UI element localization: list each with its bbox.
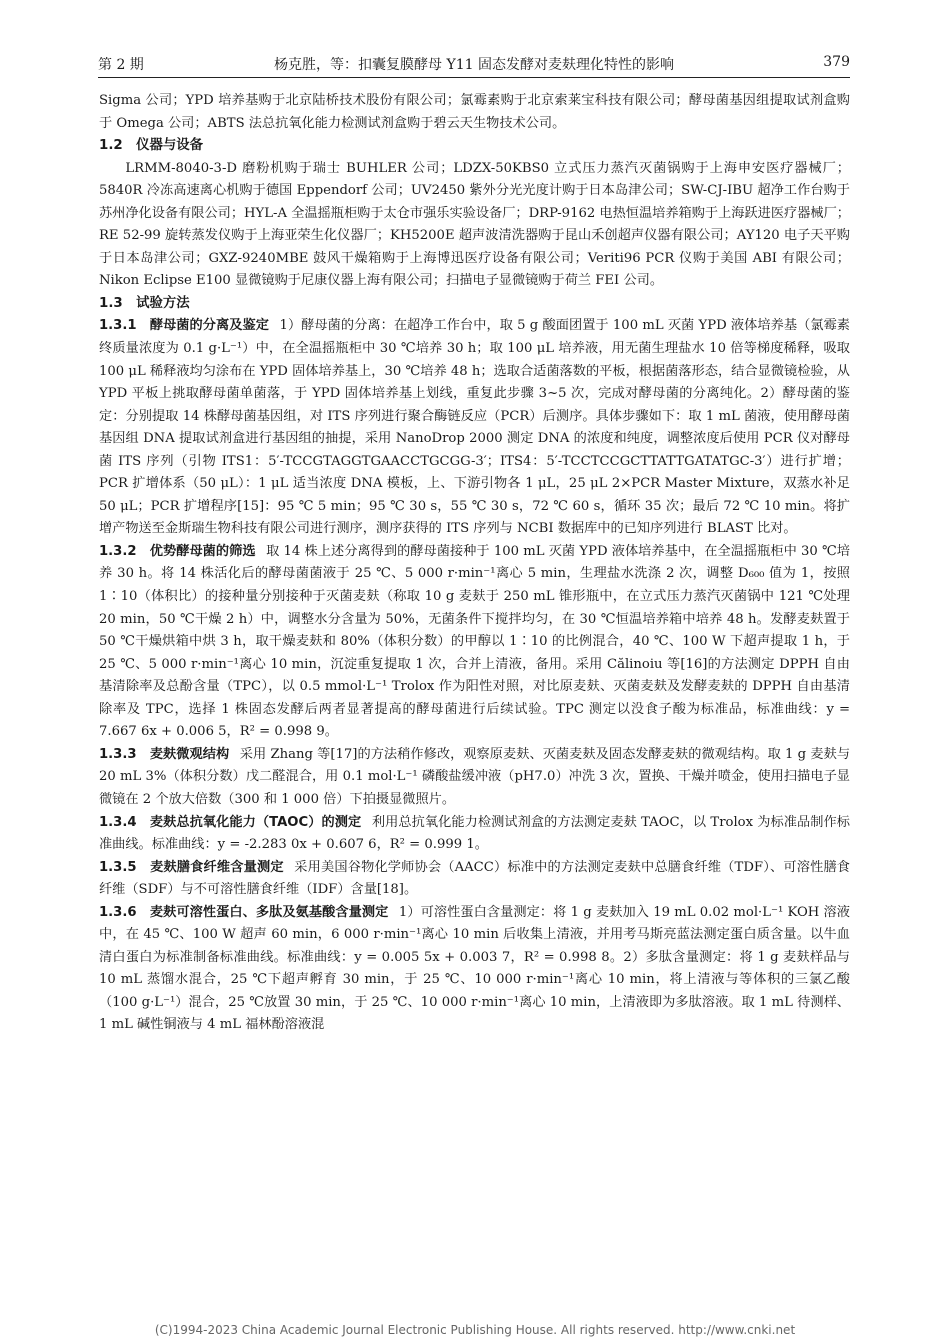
subsection-heading-1-3-6: 1.3.6 麦麸可溶性蛋白、多肽及氨基酸含量测定 — [99, 904, 389, 920]
subsection-heading-1-3-2: 1.3.2 优势酵母菌的筛选 — [99, 543, 256, 559]
paragraph-1-3-1 — [99, 315, 850, 540]
text-1-3-5: 采用美国谷物化学师协会（AACC）标准中的方法测定麦麸中总膳食纤维（TDF）、可溶性膳食纤维（SDF）与不可溶性膳食纤维（IDF）含量[18]。 — [99, 859, 850, 898]
paragraph-1-3-3 — [99, 744, 850, 812]
page-header — [98, 50, 850, 76]
subsection-heading-1-3-1: 1.3.1 酵母菌的分离及鉴定 — [99, 318, 269, 334]
page-number: 379 — [823, 54, 850, 70]
paragraph-1-3-4 — [99, 812, 850, 857]
paragraph-instruments: LRMM-8040-3-D 磨粉机购于瑞士 BUHLER 公司；LDZX-50KBS0 立式压力蒸汽灭菌锅购于上海申安医疗器械厂；5840R 冷冻高速离心机购于德国 Eppendorf 公司；UV2450 紫外分光光度计购于日本岛津公司；SW-CJ-IBU 超净工作台购于苏州净化设备有限公司；HYL-A 全温摇瓶柜购于太仓市强乐实验设备厂；DRP-9162 电热恒温培养箱购于上海跃进医疗器械厂；RE 52-99 旋转蒸发仪购于上海亚荣生化仪器厂；KH5200E 超声波清洗器购于昆山禾创超声仪器有限公司；AY120 电子天平购于日本岛津公司；GXZ-9240MBE 鼓风干燥箱购于上海博迅医疗设备有限公司；Veriti96 PCR 仪购于美国 ABI 有限公司；Nikon Eclipse E100 显微镜购于尼康仪器上海有限公司；扫描电子显微镜购于荷兰 FEI 公司。 — [99, 160, 850, 289]
text-1-3-4: 利用总抗氧化能力检测试剂盒的方法测定麦麸 TAOC，以 Trolox 为标准品制作标准曲线。标准曲线：y = -2.283 0x + 0.607 6，R² = 0.999 1。 — [99, 814, 850, 853]
subsection-heading-1-3-3: 1.3.3 麦麸微观结构 — [99, 746, 230, 762]
article-body — [99, 90, 850, 1037]
issue-label: 第 2 期 — [98, 57, 144, 73]
subsection-heading-1-3-5: 1.3.5 麦麸膳食纤维含量测定 — [99, 859, 284, 875]
paragraph-1-3-6 — [99, 902, 850, 1037]
paragraph-1-3-2 — [99, 541, 850, 744]
header-rule — [98, 77, 850, 78]
running-title: 杨克胜，等：扣囊复膜酵母 Y11 固态发酵对麦麸理化特性的影响 — [274, 57, 674, 73]
text-1-3-3: 采用 Zhang 等[17]的方法稍作修改，观察原麦麸、灭菌麦麸及固态发酵麦麸的微观结构。取 1 g 麦麸与 20 mL 3%（体积分数）戊二醛混合，用 0.1 mol·L⁻¹ 磷酸盐缓冲液（pH7.0）冲洗 3 次，置换、干燥并喷金，使用扫描电子显微镜在 2 个放大倍数（300 和 1 000 倍）下拍摄显微照片。 — [99, 746, 851, 807]
paragraph-materials-cont: Sigma 公司；YPD 培养基购于北京陆桥技术股份有限公司；氯霉素购于北京索莱宝科技有限公司；酵母菌基因组提取试剂盒购于 Omega 公司；ABTS 法总抗氧化能力检测试剂盒购于碧云天生物技术公司。 — [99, 93, 850, 131]
paragraph-1-3-5 — [99, 857, 850, 902]
text-1-3-1: 1）酵母菌的分离：在超净工作台中，取 5 g 酸面团置于 100 mL 灭菌 YPD 液体培养基（氯霉素终质量浓度为 0.1 g·L⁻¹）中，在全温摇瓶柜中 30 ℃培养 30 h；取 100 μL 培养液，用无菌生理盐水 10 倍等梯度稀释，吸取 100 μL 稀释液均匀涂布在 YPD 固体培养基上，30 ℃培养 48 h；选取合适菌落数的平板，根据菌落形态，结合显微镜检验，从 YPD 平板上挑取酵母菌单菌落，于 YPD 固体培养基上划线，重复此步骤 3~5 次，完成对酵母菌的分离纯化。2）酵母菌的鉴定：分别提取 14 株酵母菌基因组，对 ITS 序列进行聚合酶链反应（PCR）后测序。具体步骤如下：取 1 mL 菌液，使用酵母菌基因组 DNA 提取试剂盒进行基因组的抽提，采用 NanoDrop 2000 测定 DNA 的浓度和纯度，调整浓度后使用 PCR 仪对酵母菌 ITS 序列（引物 ITS1：5′-TCCGTAGGTGAACCTGCGG-3′；ITS4：5′-TCCTCCGCTTATTGATATGC-3′）进行扩增；PCR 扩增体系（50 μL）：1 μL 适当浓度 DNA 模板，上、下游引物各 1 μL，25 μL 2×PCR Master Mixture，双蒸水补足 50 μL；PCR 扩增程序[15]：95 ℃ 5 min；95 ℃ 30 s，55 ℃ 30 s，72 ℃ 60 s，循环 35 次；最后 72 ℃ 10 min。将扩增产物送至金斯瑞生物科技有限公司进行测序，测序获得的 ITS 序列与 NCBI 数据库中的已知序列进行 BLAST 比对。 — [99, 318, 850, 537]
section-heading-1-3: 1.3 试验方法 — [99, 295, 190, 311]
section-heading-1-2: 1.2 仪器与设备 — [99, 138, 204, 154]
text-1-3-2: 取 14 株上述分离得到的酵母菌接种于 100 mL 灭菌 YPD 液体培养基中，在全温摇瓶柜中 30 ℃培养 30 h。将 14 株活化后的酵母菌菌液于 25 ℃、5 000 r·min⁻¹离心 5 min，生理盐水洗涤 2 次，调整 D₆₀₀ 值为 1，按照 1∶10（体积比）的接种量分别接种于灭菌麦麸（称取 10 g 麦麸于 250 mL 锥形瓶中，在立式压力蒸汽灭菌锅中 121 ℃处理 20 min，50 ℃干燥 2 h）中，调整水分含量为 50%，无菌条件下搅拌均匀，在 30 ℃恒温培养箱中培养 48 h。发酵麦麸置于 50 ℃干燥烘箱中烘 3 h，取干燥麦麸和 80%（体积分数）的甲醇以 1∶10 的比例混合，40 ℃、100 W 下超声提取 1 h，于 25 ℃、5 000 r·min⁻¹离心 10 min，沉淀重复提取 1 次，合并上清液，备用。采用 Călinoiu 等[16]的方法测定 DPPH 自由基清除率及总酚含量（TPC），以 0.5 mmol·L⁻¹ Trolox 作为阳性对照，对比原麦麸、灭菌麦麸及发酵麦麸的 DPPH 自由基清除率及 TPC，选择 1 株固态发酵后两者显著提高的酵母菌进行后续试验。TPC 测定以没食子酸为标准品，标准曲线：y = 7.667 6x + 0.006 5，R² = 0.998 9。 — [99, 543, 850, 740]
copyright-footer: (C)1994-2023 China Academic Journal Electronic Publishing House. All rights reserved. http://www.cnki.net — [154, 1323, 796, 1337]
text-1-3-6: 1）可溶性蛋白含量测定：将 1 g 麦麸加入 19 mL 0.02 mol·L⁻¹ KOH 溶液中，在 45 ℃、100 W 超声 60 min，6 000 r·min⁻¹离心 10 min 后收集上清液，并用考马斯亮蓝法测定蛋白质含量。以牛血清白蛋白为标准制备标准曲线。标准曲线：y = 0.005 5x + 0.003 7，R² = 0.998 8。2）多肽含量测定：将 1 g 麦麸样品与 10 mL 蒸馏水混合，25 ℃下超声孵育 30 min，于 25 ℃、10 000 r·min⁻¹离心 10 min，将上清液与等体积的三氯乙酸（100 g·L⁻¹）混合，25 ℃放置 30 min，于 25 ℃、10 000 r·min⁻¹离心 10 min，上清液即为多肽溶液。取 1 mL 待测样、1 mL 碱性铜液与 4 mL 福林酚溶液混 — [99, 904, 850, 1033]
subsection-heading-1-3-4: 1.3.4 麦麸总抗氧化能力（TAOC）的测定 — [99, 814, 362, 830]
